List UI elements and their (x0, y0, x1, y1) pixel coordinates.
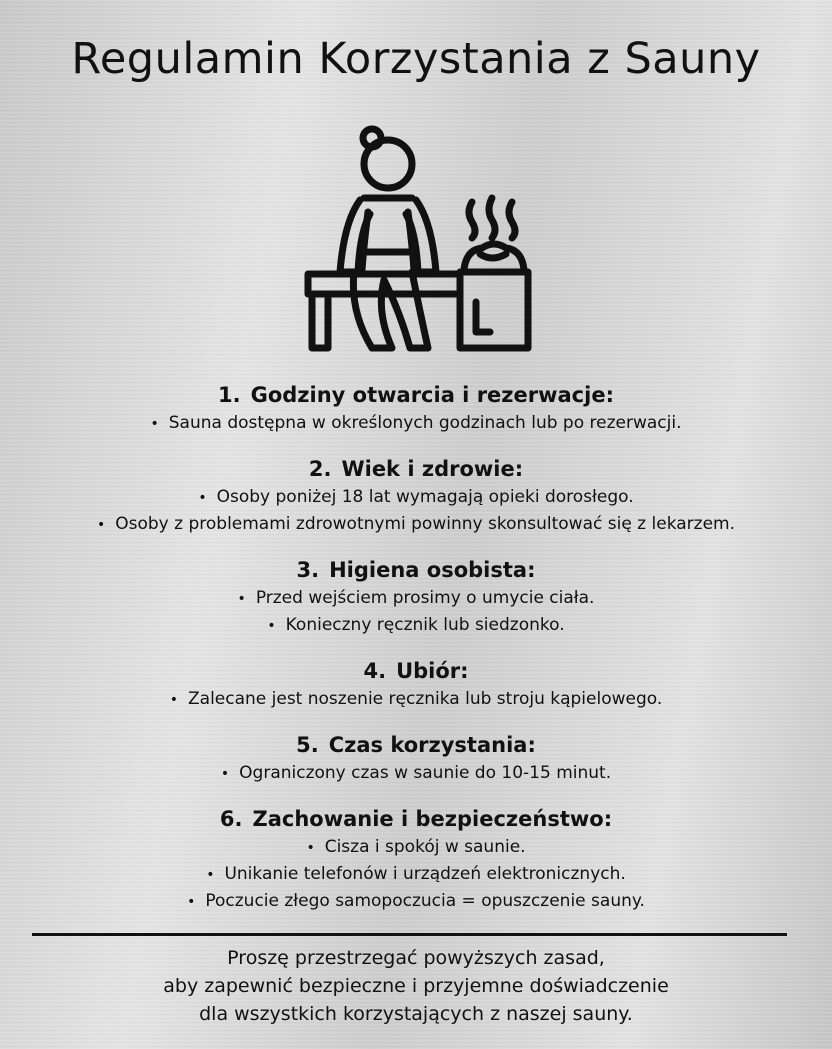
bullet-icon: • (237, 591, 246, 607)
rule-section (0, 804, 832, 915)
bullet-icon: • (220, 766, 230, 782)
section-heading: 1. Godziny otwarcia i rezerwacje: (218, 383, 614, 407)
rule-section (0, 380, 832, 437)
rule-section (0, 730, 832, 787)
footer-line: Proszę przestrzegać powyższych zasad, (227, 947, 605, 969)
list-item: • Przed wejściem prosimy o umycie ciała. (0, 585, 832, 612)
bullet-icon: • (198, 490, 207, 506)
list-item: • Osoby poniżej 18 lat wymagają opieki dorosłego. (0, 484, 832, 511)
bullet-icon: • (206, 867, 215, 883)
page-title: Regulamin Korzystania z Sauny (71, 34, 761, 84)
list-item: • Sauna dostępna w określonych godzinach lub po rezerwacji. (0, 410, 832, 437)
list-item: • Cisza i spokój w saunie. (0, 834, 832, 861)
list-item: • Osoby z problemami zdrowotnymi powinny skonsultować się z lekarzem. (0, 511, 832, 538)
rule-section (0, 555, 832, 639)
list-item: • Konieczny ręcznik lub siedzonko. (0, 612, 832, 639)
section-heading: 6. Zachowanie i bezpieczeństwo: (219, 807, 613, 831)
section-heading: 3. Higiena osobista: (296, 558, 536, 582)
rule-section (0, 454, 832, 538)
footer-note (0, 944, 832, 1028)
section-heading: 4. Ubiór: (363, 659, 469, 683)
list-item: • Ograniczony czas w saunie do 10-15 minut. (0, 760, 832, 787)
sauna-person-icon (300, 122, 536, 356)
bullet-icon: • (96, 517, 106, 533)
bullet-icon: • (306, 840, 315, 856)
footer-line: dla wszystkich korzystających z naszej sauny. (199, 1003, 633, 1025)
divider (32, 933, 787, 936)
bullet-icon: • (169, 692, 178, 708)
footer-line: aby zapewnić bezpieczne i przyjemne doświadczenie (163, 975, 669, 997)
rules-list (0, 380, 832, 932)
list-item: • Zalecane jest noszenie ręcznika lub stroju kąpielowego. (0, 686, 832, 713)
rule-section (0, 656, 832, 713)
bullet-icon: • (267, 618, 276, 634)
bullet-icon: • (150, 416, 159, 432)
section-heading: 2. Wiek i zdrowie: (308, 457, 524, 481)
section-heading: 5. Czas korzystania: (296, 733, 536, 757)
list-item: • Unikanie telefonów i urządzeń elektronicznych. (0, 861, 832, 888)
bullet-icon: • (187, 894, 196, 910)
list-item: • Poczucie złego samopoczucia = opuszczenie sauny. (0, 888, 832, 915)
